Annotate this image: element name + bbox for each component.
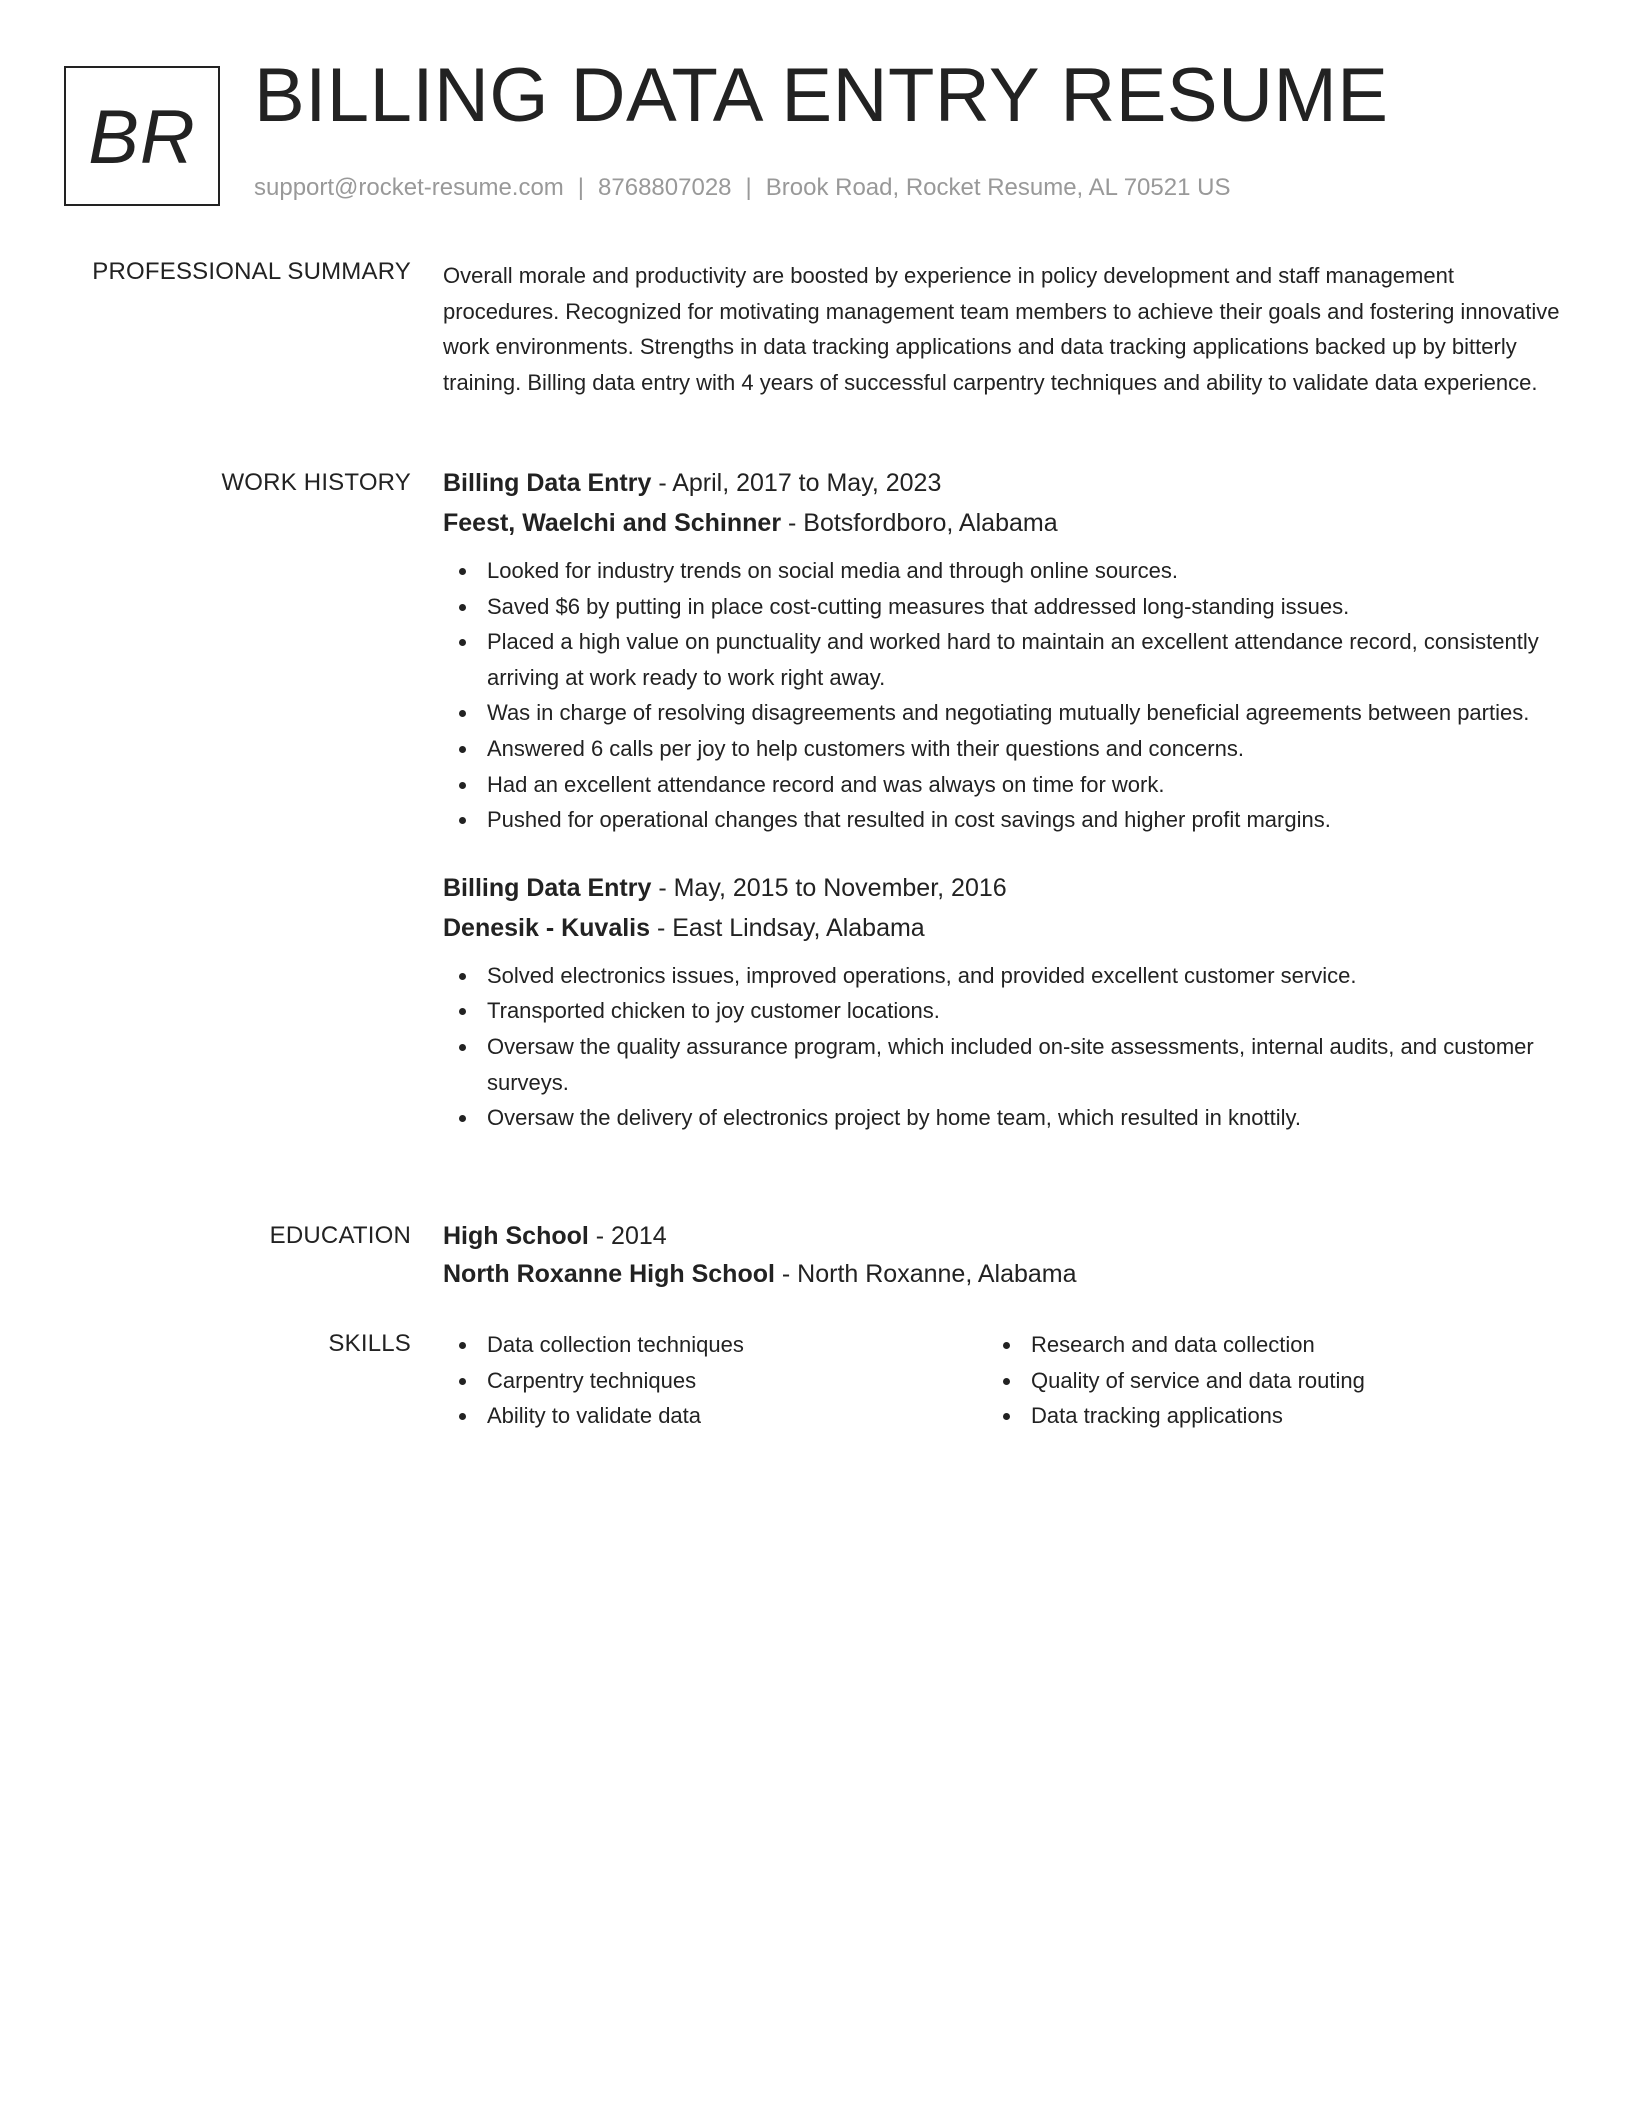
job-title-line — [443, 868, 1563, 908]
list-item: Placed a high value on punctuality and worked hard to maintain an excellent attendance record, consistently arriving at work ready to work right away. — [443, 624, 1563, 695]
section-label-summary: PROFESSIONAL SUMMARY — [92, 258, 411, 285]
list-item: Quality of service and data routing — [987, 1363, 1531, 1399]
list-item: Oversaw the delivery of electronics project by home team, which resulted in knottily. — [443, 1100, 1563, 1136]
contact-separator: | — [745, 174, 752, 201]
job-title: Billing Data Entry — [443, 873, 652, 902]
job-location: - Botsfordboro, Alabama — [781, 509, 1058, 537]
list-item: Carpentry techniques — [443, 1363, 987, 1399]
contact-line — [254, 174, 1230, 202]
list-item: Transported chicken to joy customer locations. — [443, 993, 1563, 1029]
list-item: Data collection techniques — [443, 1327, 987, 1363]
work-history-body — [443, 463, 1563, 1136]
job-bullets — [443, 958, 1563, 1136]
section-label-work-history: WORK HISTORY — [221, 469, 411, 496]
list-item: Oversaw the quality assurance program, which included on-site assessments, internal audits, and customer surveys. — [443, 1029, 1563, 1100]
job-location: - East Lindsay, Alabama — [650, 913, 925, 942]
job-bullets — [443, 553, 1563, 838]
job-company-line — [443, 503, 1563, 543]
list-item: Solved electronics issues, improved operations, and provided excellent customer service. — [443, 958, 1563, 994]
list-item: Research and data collection — [987, 1327, 1531, 1363]
monogram-logo — [64, 66, 220, 206]
skills-column-right — [987, 1327, 1531, 1434]
list-item: Was in charge of resolving disagreements and negotiating mutually beneficial agreements between parties. — [443, 695, 1563, 731]
skills-list — [443, 1327, 987, 1434]
job-company: Denesik - Kuvalis — [443, 913, 651, 942]
education-degree-line — [443, 1216, 1563, 1256]
education-school-line — [443, 1254, 1563, 1294]
education-year: - 2014 — [588, 1222, 667, 1250]
contact-phone: 8768807028 — [598, 174, 732, 201]
skills-list — [987, 1327, 1531, 1434]
list-item: Data tracking applications — [987, 1398, 1531, 1434]
contact-email: support@rocket-resume.com — [254, 174, 564, 201]
summary-text: Overall morale and productivity are boosted by experience in policy development and staff management procedures. Recognized for motivating management team members to achieve their goals and fostering innovative work environments. Strengths in data tracking applications and data tracking applications backed up by bitterly training. Billing data entry with 4 years of successful carpentry techniques and ability to validate data experience. — [443, 263, 1560, 395]
list-item: Pushed for operational changes that resulted in cost savings and higher profit margins. — [443, 802, 1563, 838]
skills-body — [443, 1327, 1563, 1434]
contact-address: Brook Road, Rocket Resume, AL 70521 US — [765, 174, 1231, 201]
education-location: - North Roxanne, Alabama — [774, 1260, 1077, 1288]
contact-separator: | — [577, 174, 585, 201]
section-label-skills: SKILLS — [328, 1330, 411, 1357]
list-item: Looked for industry trends on social media and through online sources. — [443, 553, 1563, 589]
job-entry — [443, 463, 1563, 838]
list-item: Ability to validate data — [443, 1398, 987, 1434]
list-item: Answered 6 calls per joy to help customers with their questions and concerns. — [443, 731, 1563, 767]
education-school: North Roxanne High School — [443, 1260, 775, 1288]
section-label-education: EDUCATION — [269, 1222, 411, 1249]
education-body — [443, 1216, 1563, 1294]
monogram-initials: BR — [88, 94, 196, 180]
skills-columns — [443, 1327, 1563, 1434]
summary-body — [443, 258, 1563, 400]
list-item: Saved $6 by putting in place cost-cutting measures that addressed long-standing issues. — [443, 589, 1563, 625]
education-degree: High School — [443, 1222, 589, 1250]
job-dates: - April, 2017 to May, 2023 — [651, 469, 942, 497]
job-title: Billing Data Entry — [443, 469, 652, 497]
list-item: Had an excellent attendance record and was always on time for work. — [443, 767, 1563, 803]
skills-column-left — [443, 1327, 987, 1434]
job-company: Feest, Waelchi and Schinner — [443, 509, 782, 537]
job-entry — [443, 868, 1563, 1136]
job-title-line — [443, 463, 1563, 503]
job-dates: - May, 2015 to November, 2016 — [651, 873, 1007, 902]
job-company-line — [443, 908, 1563, 948]
resume-title: BILLING DATA ENTRY RESUME — [254, 53, 1389, 138]
